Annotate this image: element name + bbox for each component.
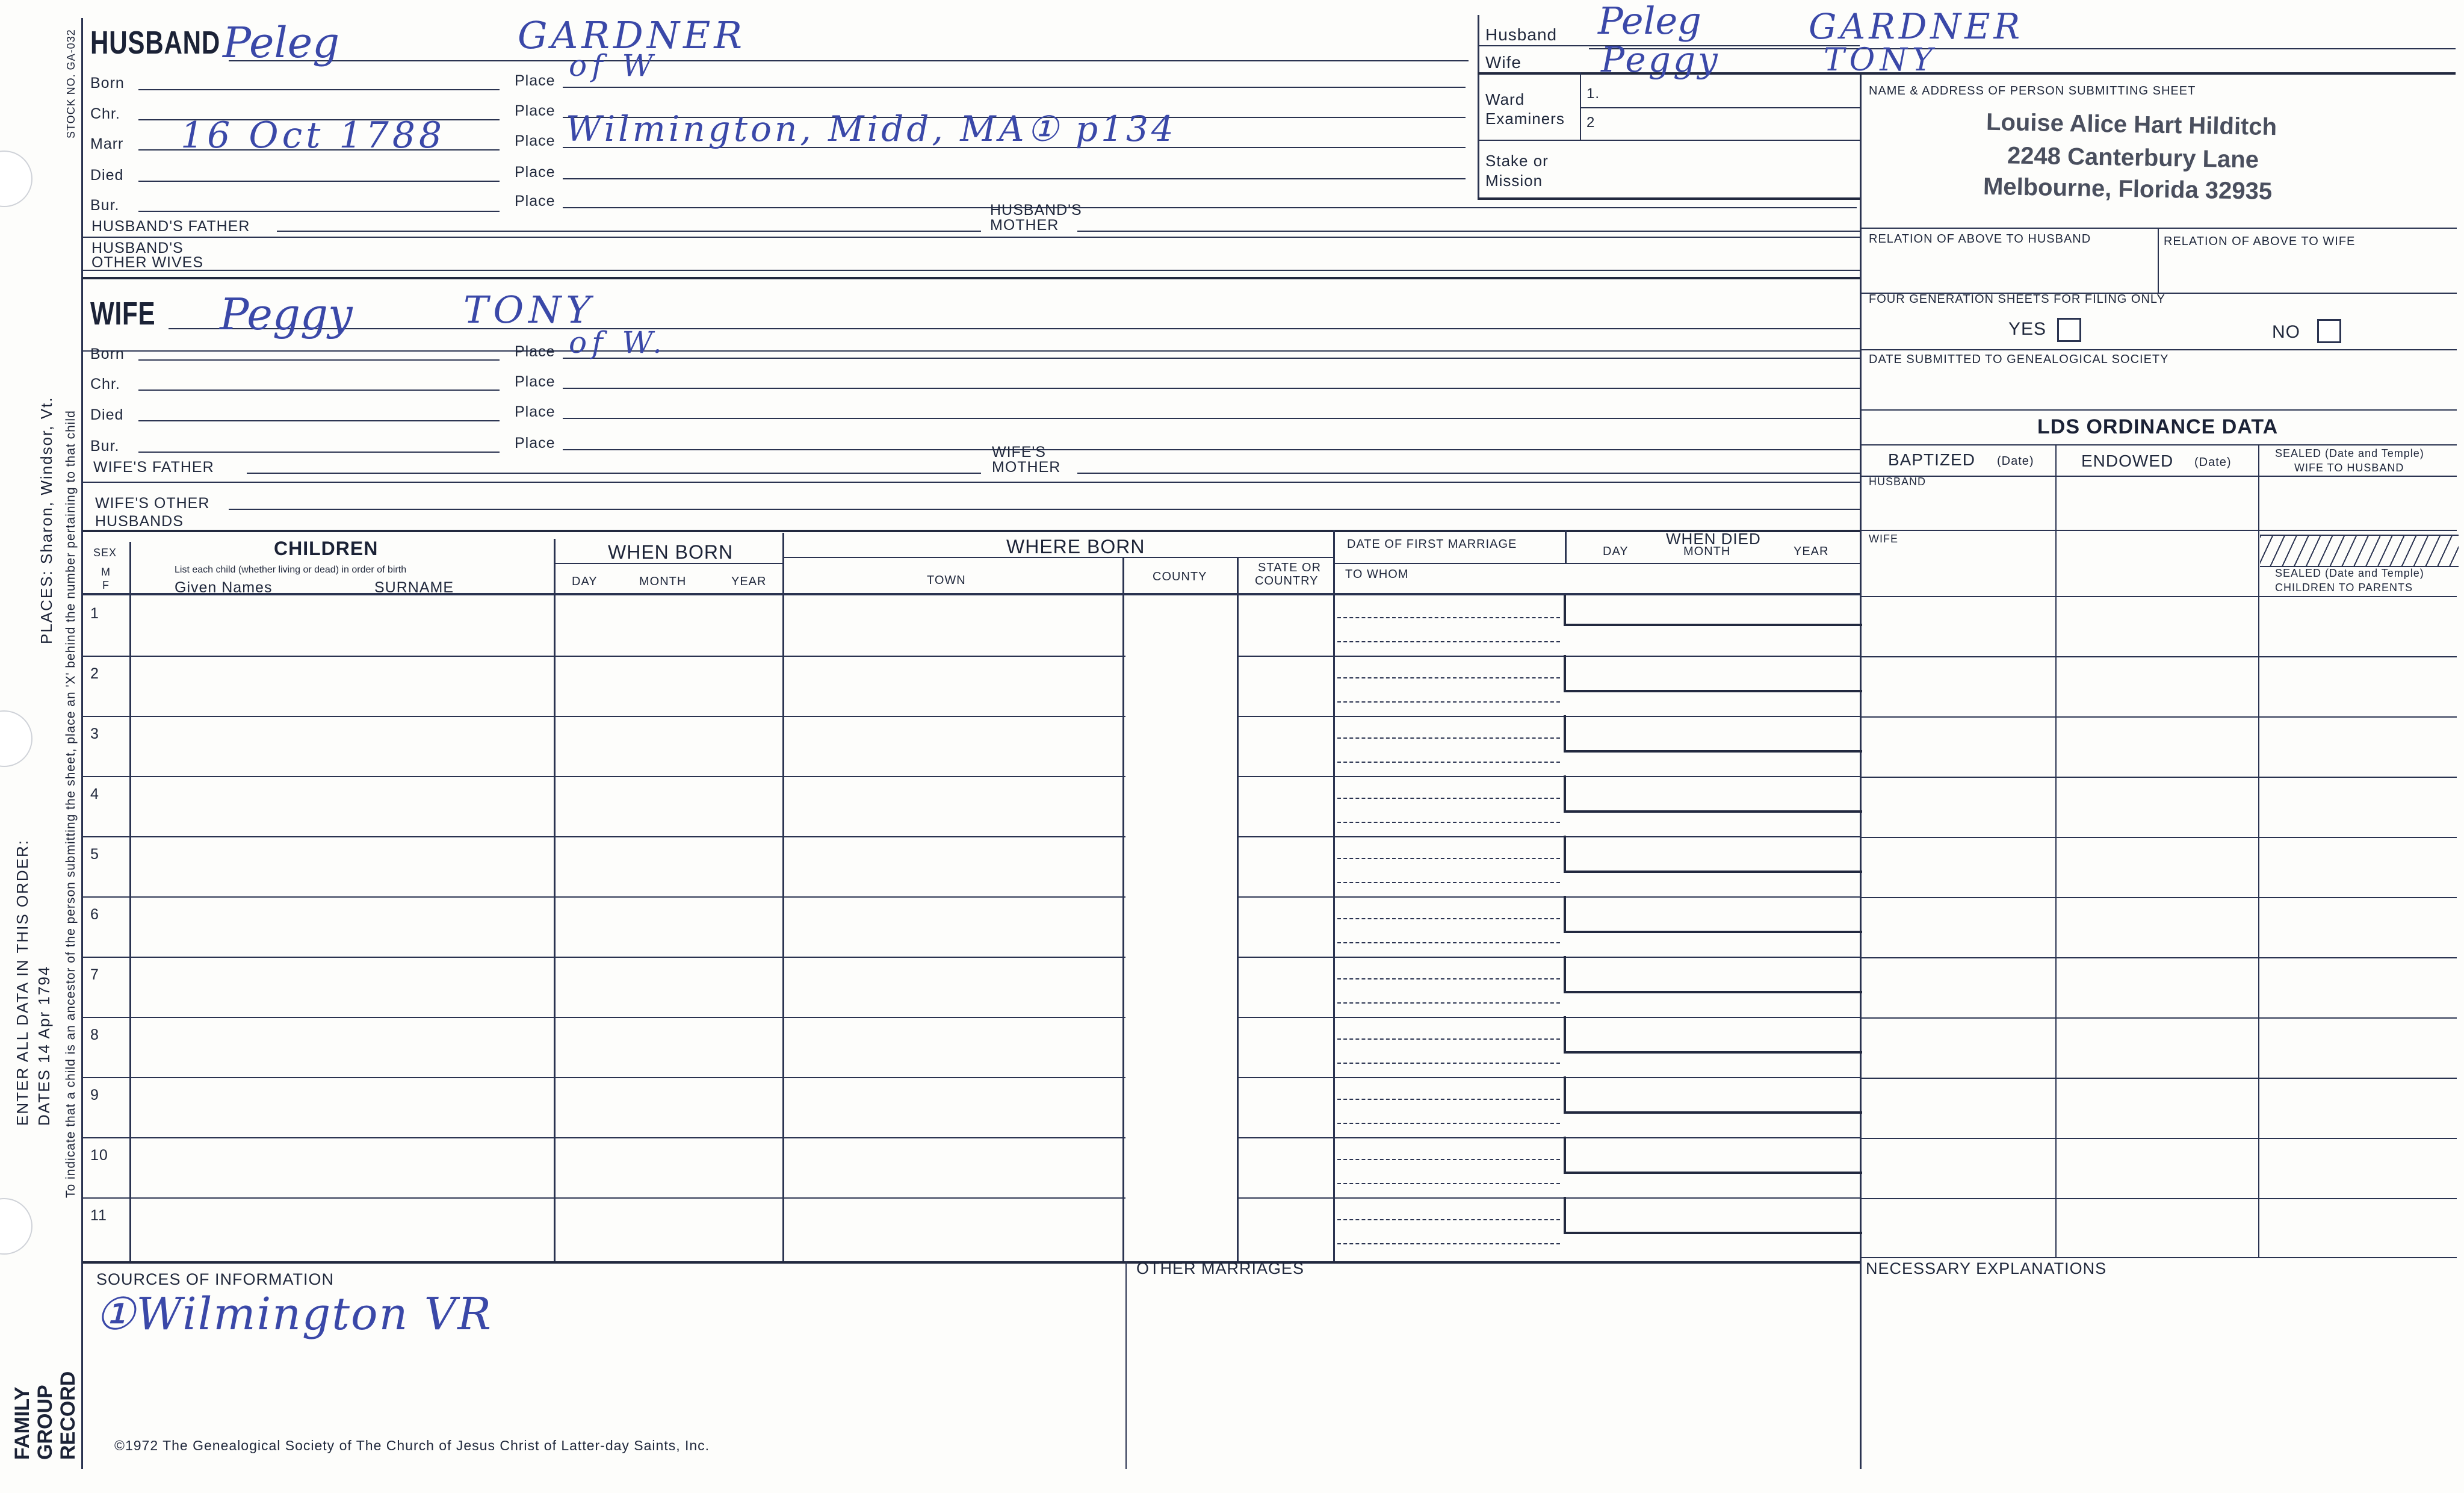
marriage-date-dashed-line <box>1337 617 1560 618</box>
rule <box>563 449 1860 450</box>
child-row-rule <box>82 1017 1125 1018</box>
when-died-box[interactable] <box>1564 1016 1862 1054</box>
rule <box>1861 1138 2457 1139</box>
date-submitted-label: DATE SUBMITTED TO GENEALOGICAL SOCIETY <box>1869 353 2169 366</box>
child-row-number: 2 <box>90 665 99 682</box>
baptized-date-label: (Date) <box>1997 455 2034 468</box>
marriage-date-dashed-line <box>1337 1159 1560 1160</box>
sources-label: SOURCES OF INFORMATION <box>96 1270 335 1288</box>
when-died-box[interactable] <box>1564 1076 1862 1114</box>
husband-born-label: Born <box>90 75 125 92</box>
husbands-other-wives-label-1: HUSBAND'S <box>91 240 184 256</box>
child-row-rule <box>82 957 1125 958</box>
child-row-number: 4 <box>90 786 99 802</box>
wifes-father-label: WIFE'S FATHER <box>93 459 214 476</box>
rule <box>1580 72 1581 140</box>
necessary-explanations-label: NECESSARY EXPLANATIONS <box>1866 1259 2107 1277</box>
child-row-number: 9 <box>90 1087 99 1103</box>
when-died-header: WHEN DIED <box>1666 530 1761 548</box>
ancestor-indicator-note: To indicate that a child is an ancestor of the person submitting the sheet, place an 'X' behind the number pertaining to that child <box>64 410 78 1198</box>
marriage-date-dashed-line <box>1337 858 1560 859</box>
county-label: COUNTY <box>1153 570 1207 583</box>
sex-f-label: F <box>102 579 110 591</box>
to-whom-dashed-line <box>1337 882 1560 883</box>
husband-section-bottom <box>82 277 1860 279</box>
name-address-label: NAME & ADDRESS OF PERSON SUBMITTING SHEET <box>1869 84 2196 98</box>
lds-ordinance-title: LDS ORDINANCE DATA <box>2037 415 2279 438</box>
child-row-number: 8 <box>90 1026 99 1043</box>
rule <box>1478 140 1860 141</box>
when-died-day: DAY <box>1603 545 1629 558</box>
to-whom-dashed-line <box>1337 701 1560 703</box>
wife-bur-label: Bur. <box>90 438 120 455</box>
rule <box>563 178 1466 179</box>
children-note: List each child (whether living or dead) in order of birth <box>175 565 407 575</box>
ward-label-1: Ward <box>1485 90 1525 108</box>
no-checkbox[interactable] <box>2317 319 2341 343</box>
header-husband-label: Husband <box>1485 25 1558 44</box>
rule <box>563 388 1860 389</box>
rule <box>1861 1017 2457 1019</box>
rule <box>1861 897 2457 898</box>
sealed-children-label-1: SEALED (Date and Temple) <box>2275 567 2424 579</box>
first-marriage-label: DATE OF FIRST MARRIAGE <box>1347 538 1517 551</box>
sex-m-label: M <box>101 566 111 578</box>
enter-order-note: ENTER ALL DATA IN THIS ORDER: <box>13 839 31 1126</box>
husband-bur-place-label: Place <box>515 193 556 210</box>
punch-hole-middle <box>0 710 33 767</box>
marriage-date: 16 Oct 1788 <box>181 114 446 157</box>
rule <box>1861 777 2457 778</box>
where-born-header: WHERE BORN <box>1006 536 1145 557</box>
rule <box>1077 231 1860 232</box>
children-header: CHILDREN <box>274 538 379 559</box>
child-row-number: 10 <box>90 1147 108 1164</box>
child-row-rule <box>82 716 1125 717</box>
given-names-label: Given Names <box>175 579 273 596</box>
stock-number: STOCK NO. GA-032 <box>65 29 77 138</box>
group-label: GROUP <box>34 1385 57 1460</box>
header-husband-surname: GARDNER <box>1809 6 2024 47</box>
to-whom-dashed-line <box>1337 1002 1560 1004</box>
husband-name-line <box>229 60 1469 61</box>
marriage-date-dashed-line <box>1337 798 1560 799</box>
wife-chr-place-label: Place <box>515 373 556 390</box>
when-born-month: MONTH <box>639 575 687 588</box>
rule <box>247 473 981 474</box>
when-died-box[interactable] <box>1564 715 1862 753</box>
rule <box>1861 228 2457 229</box>
rule <box>1565 530 1567 563</box>
stake-label-1: Stake or <box>1485 152 1549 170</box>
child-row-rule <box>82 1137 1125 1138</box>
rule <box>563 358 1860 359</box>
rule <box>138 211 500 212</box>
marriage-date-dashed-line <box>1337 1038 1560 1040</box>
record-label: RECORD <box>57 1371 79 1460</box>
rule <box>82 237 1860 238</box>
header-wife-label: Wife <box>1485 53 1521 72</box>
child-row-number: 6 <box>90 906 99 923</box>
child-row-rule <box>82 1077 1125 1078</box>
rule <box>1861 957 2457 958</box>
no-label: NO <box>2272 322 2300 342</box>
sealed-hatch <box>2260 535 2459 567</box>
rule <box>1861 837 2457 838</box>
child-row-number: 5 <box>90 846 99 863</box>
wifes-other-husbands-label-1: WIFE'S OTHER <box>95 495 210 512</box>
child-row-number: 7 <box>90 966 99 983</box>
baptized-label: BAPTIZED <box>1888 450 1975 469</box>
husband-bur-label: Bur. <box>90 197 120 214</box>
child-row-rule <box>82 836 1125 837</box>
to-whom-label: TO WHOM <box>1345 568 1409 581</box>
rule <box>138 89 500 90</box>
to-whom-dashed-line <box>1337 762 1560 763</box>
wife-surname: TONY <box>463 288 596 332</box>
rule <box>1861 476 2457 477</box>
rule <box>563 87 1466 88</box>
sealed-wife-label-1: SEALED (Date and Temple) <box>2275 447 2424 459</box>
rule <box>1861 1198 2457 1199</box>
rule <box>1861 1257 2457 1258</box>
rule <box>138 390 500 391</box>
child-row-rule <box>82 1197 1125 1199</box>
to-whom-dashed-line <box>1337 1183 1560 1184</box>
rule <box>82 482 1860 483</box>
when-died-box[interactable] <box>1564 1197 1862 1234</box>
rule <box>1077 473 1860 474</box>
when-born-year: YEAR <box>731 575 767 588</box>
relation-wife-label: RELATION OF ABOVE TO WIFE <box>2164 235 2356 248</box>
husband-born-place-label: Place <box>515 72 556 89</box>
copyright: ©1972 The Genealogical Society of The Church of Jesus Christ of Latter-day Saints, Inc. <box>114 1438 710 1453</box>
punch-hole-bottom <box>0 1198 33 1255</box>
ward-label-2: Examiners <box>1485 110 1565 128</box>
when-died-box[interactable] <box>1564 1137 1862 1174</box>
rule <box>1333 563 1860 564</box>
husband-chr-place-label: Place <box>515 102 556 119</box>
to-whom-dashed-line <box>1337 822 1560 823</box>
submitter-city: Melbourne, Florida 32935 <box>1983 173 2273 205</box>
wife-born-label: Born <box>90 346 125 362</box>
family-label: FAMILY <box>11 1386 34 1460</box>
rule <box>129 542 131 1261</box>
other-marriages-label: OTHER MARRIAGES <box>1136 1259 1305 1277</box>
husband-marr-place-label: Place <box>515 132 556 149</box>
marriage-date-dashed-line <box>1337 978 1560 979</box>
rule <box>277 231 981 232</box>
submitter-street: 2248 Canterbury Lane <box>2007 142 2259 173</box>
rule <box>2055 444 2057 1257</box>
wife-chr-label: Chr. <box>90 376 120 393</box>
rule <box>1861 656 2457 657</box>
wifes-other-husbands-label-2: HUSBANDS <box>95 513 184 530</box>
rule <box>1861 409 2457 411</box>
husbands-mother-label-1: HUSBAND'S <box>990 202 1082 219</box>
rule <box>138 420 500 421</box>
marriage-date-dashed-line <box>1337 677 1560 678</box>
when-died-box[interactable] <box>1564 896 1862 933</box>
rule <box>1861 349 2457 350</box>
husband-died-place-label: Place <box>515 164 556 181</box>
rule <box>563 418 1860 419</box>
children-table-bottom <box>82 1261 1860 1264</box>
when-died-box[interactable] <box>1564 655 1862 692</box>
when-born-day: DAY <box>572 575 598 588</box>
rule <box>1861 530 2457 531</box>
examiner-2: 2 <box>1586 114 1596 131</box>
child-row-number: 11 <box>90 1207 107 1224</box>
right-section-divider <box>1860 72 1862 1469</box>
husbands-father-label: HUSBAND'S FATHER <box>91 218 250 235</box>
rule <box>138 452 500 453</box>
wife-died-label: Died <box>90 406 124 423</box>
child-row-number: 1 <box>90 605 99 622</box>
when-died-box[interactable] <box>1564 775 1862 813</box>
punch-hole-top <box>0 151 33 207</box>
ordinance-husband-label: HUSBAND <box>1869 476 1927 488</box>
yes-checkbox[interactable] <box>2057 318 2081 342</box>
state-label-1: STATE OR <box>1258 561 1322 574</box>
husband-heading: HUSBAND <box>90 25 221 61</box>
ordinance-wife-label: WIFE <box>1869 533 1898 545</box>
header-husband-given: Peleg <box>1598 0 1701 43</box>
to-whom-dashed-line <box>1337 1123 1560 1124</box>
to-whom-dashed-line <box>1337 942 1560 943</box>
rule <box>2258 444 2259 1257</box>
rule <box>1861 1078 2457 1079</box>
husband-born-place: of W <box>569 48 658 83</box>
header-wife-given: Peggy <box>1601 39 1720 80</box>
surname-label: SURNAME <box>374 579 454 596</box>
marriage-date-dashed-line <box>1337 737 1560 739</box>
rule <box>563 207 1857 208</box>
husband-given-name: Peleg <box>223 18 340 67</box>
when-died-box[interactable] <box>1564 836 1862 873</box>
husband-marr-label: Marr <box>90 135 124 152</box>
header-divider <box>1478 15 1479 199</box>
wife-died-place-label: Place <box>515 403 556 420</box>
sources-value: ①Wilmington VR <box>95 1288 492 1340</box>
husbands-other-wives-label-2: OTHER WIVES <box>91 254 204 271</box>
husband-surname: GARDNER <box>518 13 746 57</box>
sealed-children-label-2: CHILDREN TO PARENTS <box>2275 582 2413 594</box>
child-row-rule <box>82 896 1125 898</box>
examiner-1: 1. <box>1586 85 1600 102</box>
when-died-box[interactable] <box>1564 595 1862 626</box>
husbands-mother-label-2: MOTHER <box>990 217 1059 234</box>
rule <box>1861 716 2457 718</box>
when-died-box[interactable] <box>1564 956 1862 993</box>
child-row-rule <box>82 776 1125 777</box>
wifes-mother-label-1: WIFE'S <box>992 444 1046 461</box>
rule <box>229 509 1860 510</box>
dates-note: DATES 14 Apr 1794 <box>35 965 53 1126</box>
endowed-date-label: (Date) <box>2194 456 2232 469</box>
wife-bur-place-label: Place <box>515 435 556 452</box>
child-row-number: 3 <box>90 725 99 742</box>
when-died-year: YEAR <box>1794 545 1829 558</box>
rule <box>1122 557 1124 1261</box>
rule <box>1237 557 1239 1261</box>
submitter-name: Louise Alice Hart Hilditch <box>1986 108 2277 141</box>
wifes-mother-label-2: MOTHER <box>992 459 1061 476</box>
to-whom-dashed-line <box>1337 1243 1560 1244</box>
wife-born-place-label: Place <box>515 343 556 360</box>
rule <box>82 350 1860 352</box>
wife-name-line <box>169 328 1860 329</box>
rule <box>554 539 556 1261</box>
rule <box>1333 530 1335 1261</box>
rule <box>2158 228 2159 293</box>
relation-husband-label: RELATION OF ABOVE TO HUSBAND <box>1869 232 2091 246</box>
stake-label-2: Mission <box>1485 172 1543 190</box>
to-whom-dashed-line <box>1337 641 1560 642</box>
rule <box>138 181 500 182</box>
rule <box>1861 444 2457 445</box>
four-generation-label: FOUR GENERATION SHEETS FOR FILING ONLY <box>1869 293 2165 306</box>
marriage-date-dashed-line <box>1337 918 1560 919</box>
husband-died-label: Died <box>90 167 124 184</box>
rule <box>1478 197 1860 200</box>
endowed-label: ENDOWED <box>2081 452 2174 470</box>
wife-given-name: Peggy <box>220 289 353 340</box>
marriage-place: Wilmington, Midd, MA① p134 <box>566 108 1177 149</box>
places-note: PLACES: Sharon, Windsor, Vt. <box>37 396 55 644</box>
rule <box>1581 107 1860 108</box>
rule <box>1125 1261 1127 1469</box>
sex-label: SEX <box>93 547 117 559</box>
child-row-rule <box>82 656 1125 657</box>
sealed-wife-label-2: WIFE TO HUSBAND <box>2294 462 2404 474</box>
children-table-top <box>82 530 1860 532</box>
husband-chr-label: Chr. <box>90 105 120 122</box>
to-whom-dashed-line <box>1337 1063 1560 1064</box>
rule <box>82 270 1860 271</box>
header-wife-surname: TONY <box>1824 42 1938 78</box>
wife-heading: WIFE <box>90 296 156 332</box>
yes-label: YES <box>2008 319 2047 339</box>
state-label-2: COUNTRY <box>1255 574 1319 588</box>
wife-born-place: of W. <box>569 325 667 360</box>
rule <box>138 359 500 361</box>
when-born-header: WHEN BORN <box>608 541 734 563</box>
town-label: TOWN <box>927 574 966 587</box>
marriage-date-dashed-line <box>1337 1099 1560 1100</box>
when-died-month: MONTH <box>1683 545 1731 558</box>
marriage-date-dashed-line <box>1337 1219 1560 1220</box>
rule <box>1861 596 2457 597</box>
left-border <box>81 18 83 1469</box>
